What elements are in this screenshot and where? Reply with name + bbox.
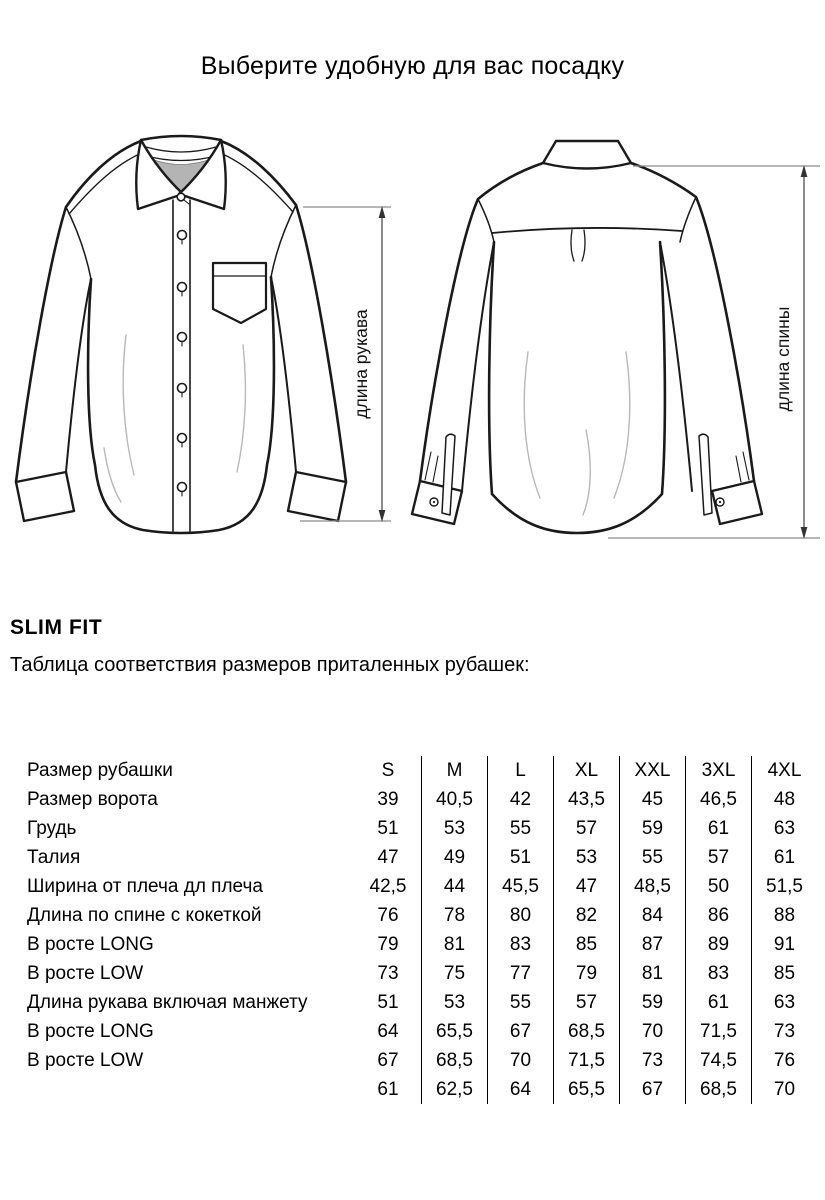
size-value: 89 [685,930,751,959]
size-value: 50 [685,872,751,901]
size-value: 74,5 [685,1046,751,1075]
size-value: 64 [487,1075,553,1104]
back-length-label: длина спины [773,306,793,412]
size-value: 51 [487,843,553,872]
size-value: 57 [685,843,751,872]
size-value: 68,5 [421,1046,487,1075]
size-value: 47 [553,872,619,901]
size-value: 91 [751,930,817,959]
front-left-cuff [16,472,74,521]
size-value: 51 [377,818,399,839]
row-label: В росте LOW [27,963,144,984]
row-label: В росте LOW [27,1050,144,1071]
size-value: 48 [751,785,817,814]
size-value: 53 [421,814,487,843]
row-label: В росте LONG [27,934,154,955]
column-header: XXL [619,756,685,785]
row-label [27,1075,355,1104]
size-value: 78 [421,901,487,930]
size-value: 85 [553,930,619,959]
size-value: 81 [619,959,685,988]
size-value: 47 [377,847,399,868]
size-value: 68,5 [553,1017,619,1046]
column-header: S [381,760,395,781]
size-value: 63 [751,988,817,1017]
size-value: 61 [377,1079,399,1100]
size-value: 65,5 [553,1075,619,1104]
size-value: 59 [619,814,685,843]
sleeve-length-label: длина рукава [351,309,371,419]
row-label: Размер ворота [27,789,158,810]
size-value: 71,5 [553,1046,619,1075]
size-value: 61 [685,814,751,843]
column-header: M [421,756,487,785]
size-value: 70 [487,1046,553,1075]
table-row [27,814,817,843]
shirt-back-illustration [412,141,762,533]
table-row [27,901,817,930]
row-label: Размер рубашки [27,760,173,781]
table-row [27,1075,817,1104]
size-table [27,756,817,1104]
right-sleeve-placket [699,434,712,515]
size-value: 55 [487,988,553,1017]
size-value: 67 [487,1017,553,1046]
size-value: 42 [487,785,553,814]
row-label: Длина рукава включая манжету [27,992,308,1013]
size-value: 71,5 [685,1017,751,1046]
table-row [27,785,817,814]
row-label: В росте LONG [27,1021,154,1042]
column-header: 4XL [751,756,817,785]
size-value: 61 [751,843,817,872]
size-value: 57 [553,814,619,843]
size-value: 82 [553,901,619,930]
back-fold-lines [524,352,630,515]
size-value: 76 [377,905,399,926]
size-value: 45,5 [487,872,553,901]
table-row [27,1046,817,1075]
table-row [27,959,817,988]
back-collar [543,141,631,169]
size-value: 39 [377,789,399,810]
size-value: 68,5 [685,1075,751,1104]
front-right-cuff [288,472,346,521]
shirt-front-illustration [16,136,346,533]
size-value: 70 [619,1017,685,1046]
table-row [27,843,817,872]
size-value: 51,5 [751,872,817,901]
page-title: Выберите удобную для вас посадку [200,52,625,80]
size-value: 55 [487,814,553,843]
table-row [27,988,817,1017]
size-value: 73 [377,963,399,984]
size-value: 43,5 [553,785,619,814]
size-value: 44 [421,872,487,901]
size-value: 83 [685,959,751,988]
size-value: 51 [377,992,399,1013]
column-header: 3XL [685,756,751,785]
size-value: 45 [619,785,685,814]
size-value: 40,5 [421,785,487,814]
size-value: 79 [377,934,399,955]
front-collar [136,136,225,209]
table-subtitle: Таблица соответствия размеров приталенных рубашек: [10,654,530,676]
size-value: 65,5 [421,1017,487,1046]
chest-pocket [213,263,266,323]
table-row [27,756,817,785]
size-value: 80 [487,901,553,930]
column-header: L [487,756,553,785]
size-value: 64 [377,1021,399,1042]
size-value: 42,5 [369,876,407,897]
size-value: 81 [421,930,487,959]
size-value: 70 [751,1075,817,1104]
size-value: 77 [487,959,553,988]
size-value: 75 [421,959,487,988]
front-buttons [178,231,187,497]
back-length-arrow [608,165,820,539]
size-value: 73 [751,1017,817,1046]
size-value: 61 [685,988,751,1017]
cuff-buttons [430,498,724,506]
size-value: 83 [487,930,553,959]
size-value: 48,5 [619,872,685,901]
column-header: XL [553,756,619,785]
size-value: 67 [619,1075,685,1104]
size-value: 85 [751,959,817,988]
size-value: 76 [751,1046,817,1075]
table-row [27,872,817,901]
size-value: 87 [619,930,685,959]
row-label: Талия [27,847,81,868]
front-fold-lines [104,335,245,502]
row-label: Грудь [27,818,77,839]
size-value: 57 [553,988,619,1017]
size-value: 62,5 [421,1075,487,1104]
row-label: Ширина от плеча дл плеча [27,876,263,897]
size-value: 46,5 [685,785,751,814]
size-value: 53 [421,988,487,1017]
size-value: 67 [377,1050,399,1071]
size-value: 88 [751,901,817,930]
size-value: 86 [685,901,751,930]
size-value: 49 [421,843,487,872]
fit-diagram [0,130,825,560]
size-value: 79 [553,959,619,988]
table-row [27,930,817,959]
size-value: 53 [553,843,619,872]
slim-fit-heading: SLIM FIT [10,616,103,639]
row-label: Длина по спине с кокеткой [27,905,262,926]
table-row [27,1017,817,1046]
size-value: 59 [619,988,685,1017]
size-value: 55 [619,843,685,872]
size-value: 73 [619,1046,685,1075]
size-value: 84 [619,901,685,930]
size-value: 63 [751,814,817,843]
front-placket [173,200,190,531]
